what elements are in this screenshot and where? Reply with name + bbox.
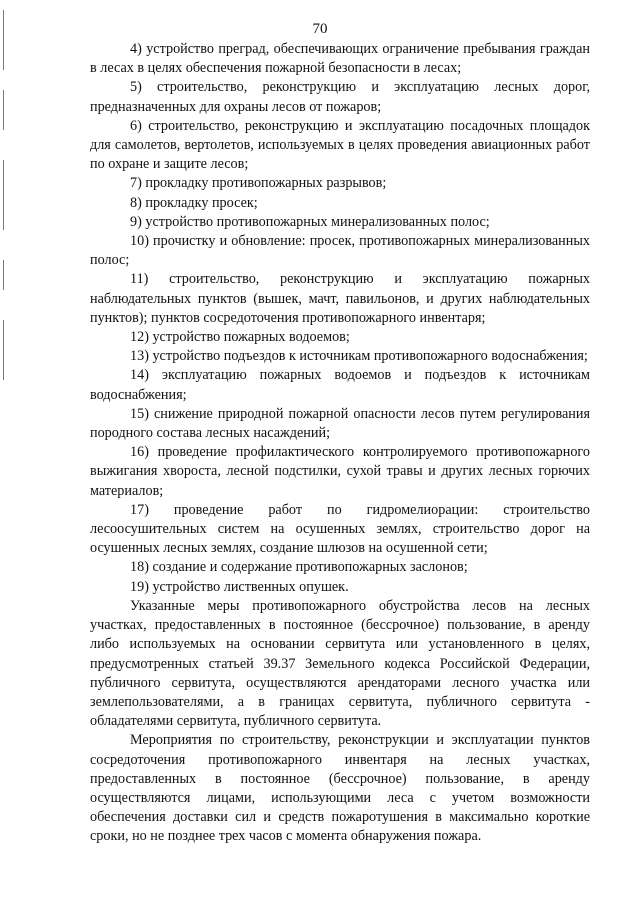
list-item: 4) устройство преград, обеспечивающих ограничение пребывания граждан в лесах в целях обеспечения пожарной безопасности в лесах; [90,41,590,77]
binding-edge-marks [3,10,5,390]
list-item: 18) создание и содержание противопожарных заслонов; [130,559,468,576]
list-item: 6) строительство, реконструкцию и эксплуатацию посадочных площадок для самолетов, вертолетов, используемых в целях проведения авиационных работ по охране и защите лесов; [90,117,590,173]
list-item: 8) прокладку просек; [130,194,258,211]
list-item: 12) устройство пожарных водоемов; [130,329,350,346]
list-item: 14) эксплуатацию пожарных водоемов и подъездов к источникам водоснабжения; [90,367,590,403]
list-item: 17) проведение работ по гидромелиорации: строительство лесоосушительных систем на осушенных землях, строительство дорог на осушенных лесных землях, создание шлюзов на осушенной сети; [90,501,590,557]
page-number: 70 [312,21,328,37]
body-paragraph: Мероприятия по строительству, реконструкции и эксплуатации пунктов сосредоточения противопожарного инвентаря на лесных участках, предоставленных в постоянное (бессрочное) пользование, в аренду осуществляются лицами, использующими леса с учетом возможности обеспечения доставки сил и средств пожаротушения в максимально короткие сроки, но не позднее трех часов с момента обнаружения пожара. [90,732,590,845]
list-item: 16) проведение профилактического контролируемого противопожарного выжигания хвороста, лесной подстилки, сухой травы и других лесных горючих материалов; [90,444,590,499]
list-item: 9) устройство противопожарных минерализованных полос; [130,213,490,230]
list-item: 19) устройство лиственных опушек. [130,578,349,595]
list-item: 13) устройство подъездов к источникам противопожарного водоснабжения; [130,348,588,365]
body-paragraph: Указанные меры противопожарного обустройства лесов на лесных участках, предоставленных в постоянное (бессрочное) пользование, в аренду либо используемых на основании сервитута или установленного в целях, предусмотренных статьей 39.37 Земельного кодекса Российской Федерации, публичного сервитута, осуществляются арендаторами лесного участка или землепользователями, а в границах сервитута, публичного сервитута - обладателями сервитута, публичного сервитута. [90,597,590,730]
list-item: 10) прочистку и обновление: просек, противопожарных минерализованных полос; [90,233,590,269]
list-item: 5) строительство, реконструкцию и эксплуатацию лесных дорог, предназначенных для охраны лесов от пожаров; [90,79,590,115]
list-item: 15) снижение природной пожарной опасности лесов путем регулирования породного состава лесных насаждений; [90,405,590,442]
document-body [90,40,590,847]
list-item: 7) прокладку противопожарных разрывов; [130,175,387,192]
list-item: 11) строительство, реконструкцию и эксплуатацию пожарных наблюдательных пунктов (вышек, мачт, павильонов, и других наблюдательных пунктов); пунктов сосредоточения противопожарного инвентаря; [90,271,590,326]
